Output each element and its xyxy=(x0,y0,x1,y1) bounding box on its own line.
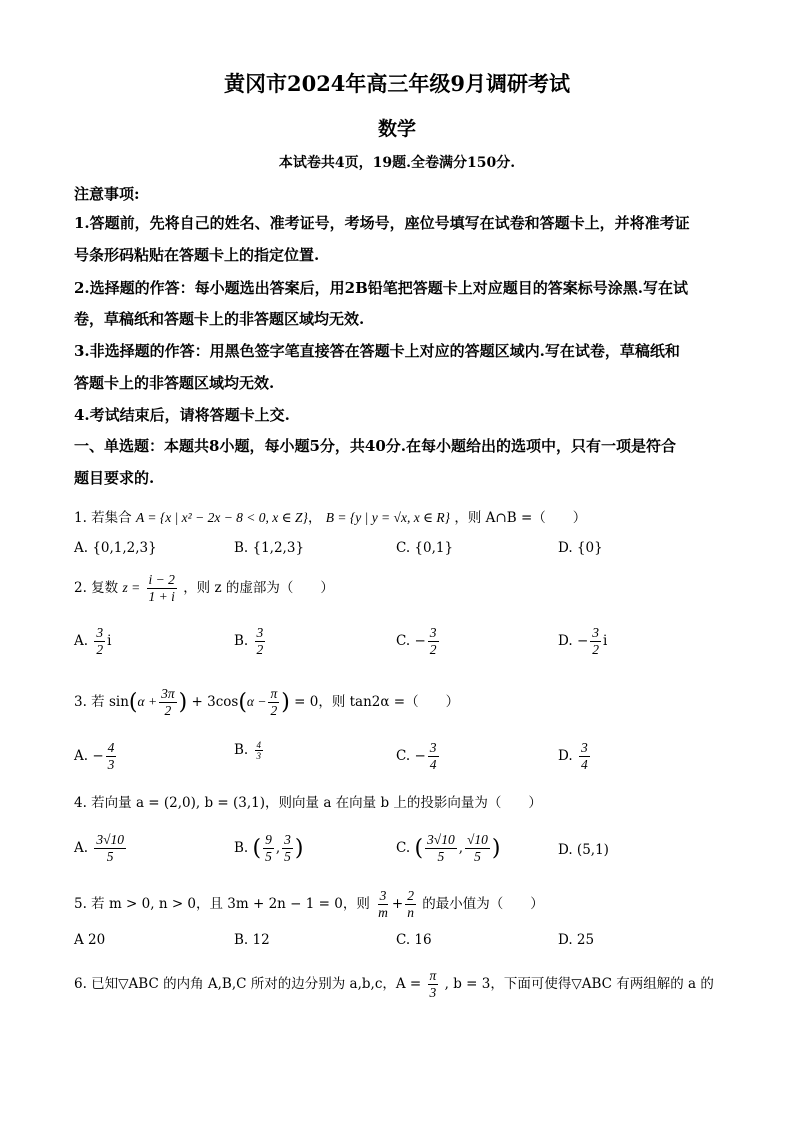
q2-option-c xyxy=(396,625,441,658)
q3-fraction-1 xyxy=(159,686,177,719)
q5-fraction-2 xyxy=(405,888,416,921)
q1-option-d: D. {0} xyxy=(558,540,603,556)
q2-option-b-fraction xyxy=(255,625,266,658)
q3-a-num: 4 xyxy=(107,740,115,755)
q6-f-den: 3 xyxy=(429,985,437,1000)
q5-option-c: C. 16 xyxy=(396,932,432,948)
q4-a-den: 5 xyxy=(106,849,114,864)
q2-option-b xyxy=(234,625,267,658)
q5-option-b: B. 12 xyxy=(234,932,270,948)
section-heading-line2: 题目要求的. xyxy=(74,469,155,487)
q2-option-a-label: A. xyxy=(74,633,89,649)
q4-option-b: B. ( $\frac{9}{5}$ , $\frac{3}{5}$ ) xyxy=(234,832,304,864)
q4-a-num: 3√10 xyxy=(96,832,125,847)
q3-a-den: 3 xyxy=(107,757,115,772)
q3-c-den: 4 xyxy=(429,757,437,772)
q2-a-num: 3 xyxy=(96,625,104,640)
q2-c-den: 2 xyxy=(429,642,437,657)
q4-option-b-fraction-1 xyxy=(263,832,274,865)
note-3b: 答题卡上的非答题区域均无效. xyxy=(74,374,275,392)
q4-option-b-fraction-2 xyxy=(282,832,293,865)
q4-c-den1: 5 xyxy=(437,849,445,864)
q1-option-b: B. {1,2,3} xyxy=(234,540,305,556)
question-5: 5. 若 m > 0, n > 0，且 3m + 2n − 1 = 0，则 $\frac{3}{m}$ + $\frac{2}{n}$ 的最小值为（ ） xyxy=(74,888,544,920)
q3-option-b-label: B. xyxy=(234,742,249,758)
q4-option-a-label: A. xyxy=(74,840,89,856)
subject-title: 数学 xyxy=(377,118,416,140)
q5-text-2: 的最小值为（ ） xyxy=(422,896,544,912)
q5-f1-den: m xyxy=(378,905,388,920)
q3-option-d xyxy=(558,740,592,773)
exam-title: 黄冈市2024年高三年级9月调研考试 xyxy=(223,71,571,96)
q3-f1-den: 2 xyxy=(164,703,172,718)
q3-option-d-label: D. xyxy=(558,748,573,764)
q2-a-den: 2 xyxy=(96,642,104,657)
note-2a: 2.选择题的作答：每小题选出答案后，用2B铅笔把答题卡上对应题目的答案标号涂黑.写在试 xyxy=(74,279,689,297)
q5-f1-num: 3 xyxy=(379,888,387,903)
note-4: 4.考试结束后，请将答题卡上交. xyxy=(74,406,290,424)
question-2 xyxy=(74,572,334,605)
q3-d-den: 4 xyxy=(580,757,588,772)
q3-tail: = 0，则 tan2α =（ ） xyxy=(294,694,460,710)
q4-option-c-fraction-1 xyxy=(425,832,457,865)
section-heading-line1: 一、单选题：本题共8小题，每小题5分，共40分.在每小题给出的选项中，只有一项是符合 xyxy=(74,437,676,455)
q6-f-num: π xyxy=(429,968,437,983)
q2-fraction xyxy=(147,572,177,605)
q2-denominator: 1 + i xyxy=(148,589,175,604)
note-3a: 3.非选择题的作答：用黑色签字笔直接答在答题卡上对应的答题区域内.写在试卷，草稿纸和 xyxy=(74,342,680,360)
notes-heading: 注意事项: xyxy=(74,185,140,203)
q3-f2-num: π xyxy=(270,686,278,701)
q3-c-num: 3 xyxy=(429,740,437,755)
q2-numerator: i − 2 xyxy=(148,572,175,587)
q3-sin: sin xyxy=(108,694,129,710)
q2-d-sign: − xyxy=(576,633,589,649)
question-3: 3. 若 sin(α + $\frac{3\pi}{2}$ ) + 3cos(α − $\frac{\pi}{2}$ ) = 0，则 tan2α =（ ） xyxy=(74,686,460,718)
q3-f1-num: 3π xyxy=(161,686,175,701)
q2-tail: ，则 z 的虚部为（ ） xyxy=(183,580,334,596)
q3-b-den: 3 xyxy=(256,751,262,761)
q2-option-d-label: D. xyxy=(558,633,573,649)
q3-c-sign: − xyxy=(414,748,426,764)
q2-c-sign: − xyxy=(414,633,426,649)
q1-option-a: A. {0,1,2,3} xyxy=(74,540,157,556)
question-6 xyxy=(74,968,714,1001)
q4-option-c-label: C. xyxy=(396,840,411,856)
q3-b-num: 4 xyxy=(256,740,262,750)
q4-option-a xyxy=(74,832,128,865)
q6-text-2: , b = 3，下面可使得▽ABC 有两组解的 a 的 xyxy=(444,976,714,992)
q1-set-b: B = {y | y = √x, x ∈ R} xyxy=(325,510,451,525)
exam-info: 本试卷共4页，19题.全卷满分150分. xyxy=(278,155,516,171)
q4-b-num1: 9 xyxy=(265,832,272,847)
q3-a-sign: − xyxy=(92,748,104,764)
q4-c-num1: 3√10 xyxy=(427,832,455,847)
q3-option-a-fraction xyxy=(106,740,117,773)
q5-text-1: 5. 若 m > 0, n > 0，且 3m + 2n − 1 = 0，则 xyxy=(74,896,370,912)
q5-option-a: A 20 xyxy=(74,932,106,948)
q2-option-a-fraction xyxy=(94,625,105,658)
q3-option-a xyxy=(74,740,118,773)
q4-option-c-fraction-2 xyxy=(465,832,490,865)
q3-option-c-label: C. xyxy=(396,748,411,764)
note-1b: 号条形码粘贴在答题卡上的指定位置. xyxy=(74,246,320,264)
q3-d-num: 3 xyxy=(580,740,588,755)
q2-option-c-fraction xyxy=(428,625,439,658)
q3-option-b xyxy=(234,740,265,761)
q5-fraction-1 xyxy=(376,888,390,921)
q1-set-a: A = {x | x² − 2x − 8 < 0, x ∈ Z} xyxy=(135,510,308,525)
note-1a: 1.答题前，先将自己的姓名、准考证号，考场号，座位号填写在试卷和答题卡上，并将准考证 xyxy=(74,214,690,232)
q4-c-num2: √10 xyxy=(467,832,488,847)
q6-fraction xyxy=(428,968,439,1001)
q4-c-den2: 5 xyxy=(474,849,481,864)
q2-a-suffix: i xyxy=(107,633,112,649)
q3-option-b-fraction xyxy=(255,740,264,761)
q2-b-den: 2 xyxy=(256,642,264,657)
q2-option-d xyxy=(558,625,607,658)
q2-b-num: 3 xyxy=(256,625,264,640)
q2-c-num: 3 xyxy=(429,625,437,640)
q1-tail: ，则 A∩B =（ ） xyxy=(454,510,587,526)
q1-number: 1. 若集合 xyxy=(74,510,132,526)
q2-d-num: 3 xyxy=(592,625,599,640)
q3-option-c-fraction xyxy=(428,740,439,773)
q4-b-den1: 5 xyxy=(265,849,272,864)
q6-text-1: 6. 已知▽ABC 的内角 A,B,C 所对的边分别为 a,b,c，A = xyxy=(74,976,422,992)
q5-f2-den: n xyxy=(407,905,414,920)
q5-f2-num: 2 xyxy=(407,888,414,903)
q2-option-d-fraction xyxy=(590,625,601,658)
q2-d-suffix: i xyxy=(603,633,608,649)
q4-option-a-fraction xyxy=(94,832,126,865)
q3-option-c xyxy=(396,740,441,773)
note-2b: 卷，草稿纸和答题卡上的非答题区域均无效. xyxy=(74,310,365,328)
q3-f2-den: 2 xyxy=(270,703,278,718)
q3-option-d-fraction xyxy=(579,740,590,773)
q5-option-d: D. 25 xyxy=(558,932,595,948)
q2-option-b-label: B. xyxy=(234,633,249,649)
q3-option-a-label: A. xyxy=(74,748,89,764)
q2-number: 2. 复数 xyxy=(74,580,119,596)
q4-option-b-label: B. xyxy=(234,840,249,856)
q4-option-c: C. ( $\frac{3√10}{5}$ , $\frac{√10}{5}$ ) xyxy=(396,832,501,864)
q2-option-a xyxy=(74,625,111,658)
q4-option-d: D. (5,1) xyxy=(558,842,609,858)
q2-z: z = xyxy=(122,580,141,595)
q2-option-c-label: C. xyxy=(396,633,411,649)
q1-option-c: C. {0,1} xyxy=(396,540,454,556)
question-1: 1. 若集合 A = {x | x² − 2x − 8 < 0, x ∈ Z}， B = {y | y = √x, x ∈ R} ，则 A∩B =（ ） xyxy=(74,510,587,526)
q2-d-den: 2 xyxy=(592,642,599,657)
q4-b-num2: 3 xyxy=(284,832,291,847)
q3-mid: + 3cos xyxy=(191,694,239,710)
q4-b-den2: 5 xyxy=(284,849,291,864)
q3-fraction-2 xyxy=(268,686,279,719)
question-4: 4. 若向量 a = (2,0), b = (3,1)，则向量 a 在向量 b 上的投影向量为（ ） xyxy=(74,795,542,811)
q3-number: 3. 若 xyxy=(74,694,105,710)
